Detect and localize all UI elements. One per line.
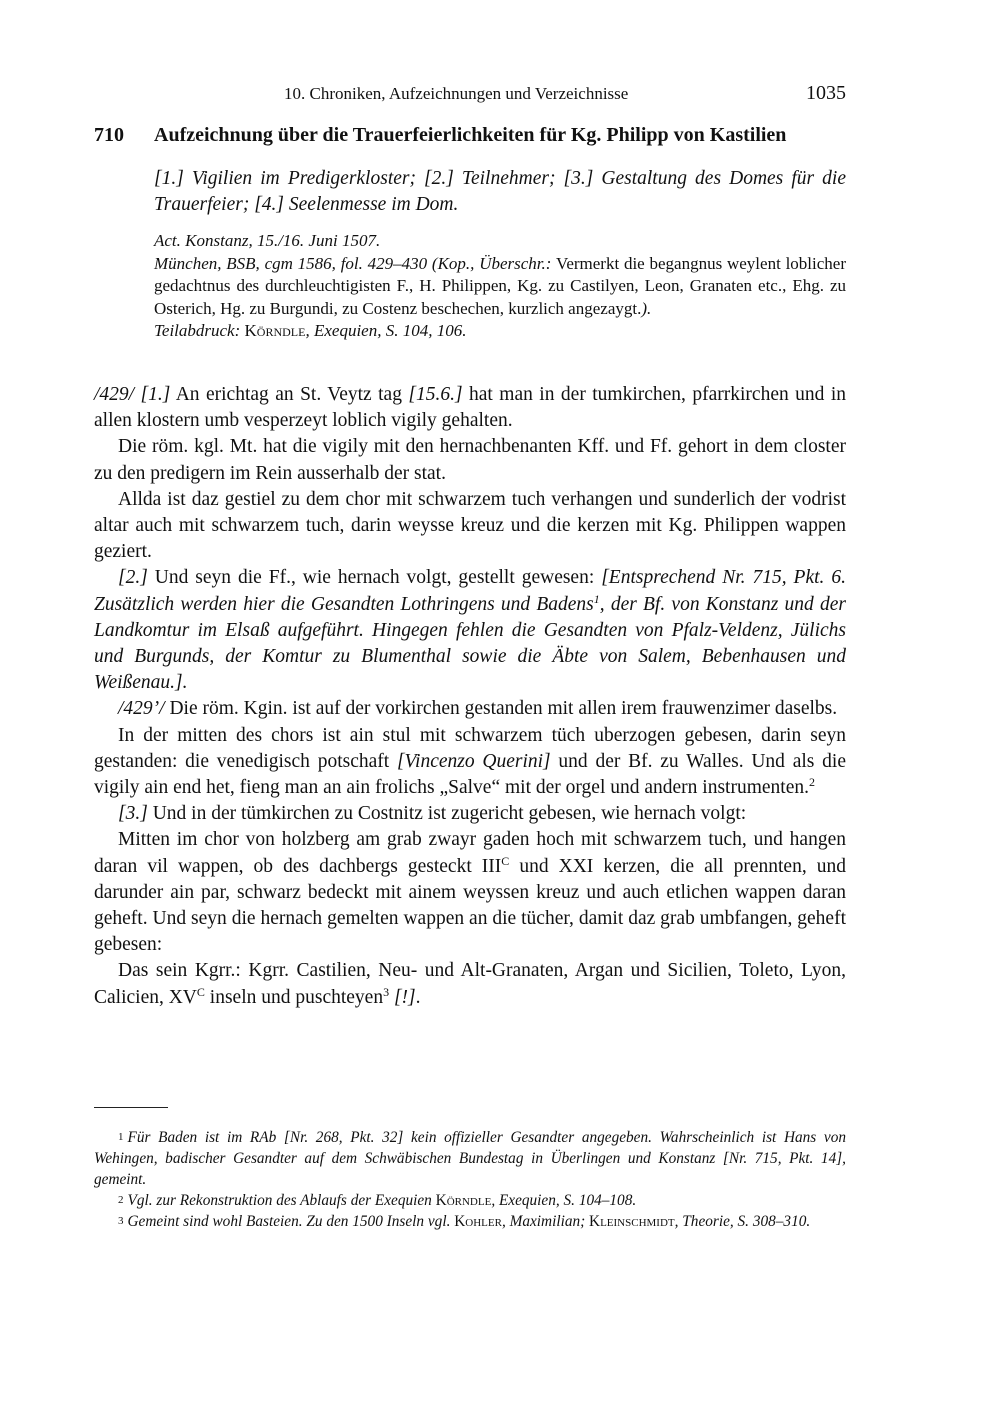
manuscript-close: ). xyxy=(641,298,652,318)
footnote xyxy=(94,1127,846,1190)
paragraph: Allda ist daz gestiel zu dem chor mit schwarzem tuch verhangen und sunderlich der vodrist altar auch mit schwarzem tuch, darin weysse kreuz und die kerzen mit Kg. Philippen wappen geziert. xyxy=(94,488,846,563)
superscript: C xyxy=(196,984,205,999)
footnote xyxy=(94,1190,846,1211)
text-run: Mitten im chor von holzberg am grab zwayr gaden hoch mit schwarzem tuch, und hangen daran vil wappen, ob des dachbergs gesteckt III xyxy=(94,829,846,877)
section-marker: [2.] xyxy=(118,567,148,589)
manuscript-heading-text: Vermerkt die begangnus weylent loblicher gedachtnus des durchleuchtigisten F., H. Philippen, Kg. zu Castilyen, Leon, Granaten etc., Ehg. zu Osterich, Hg. zu Burgundi, zu Costenz beschechen, kurzlich angezaygt. xyxy=(154,253,846,318)
paragraph xyxy=(94,958,846,1010)
partial-print-ref: , Exequien, S. 104, 106. xyxy=(305,321,467,340)
manuscript-line xyxy=(154,253,846,321)
cited-author: Körndle xyxy=(435,1192,492,1209)
partial-print-label: Teilabdruck: xyxy=(154,321,241,340)
footnote-ref[interactable]: 3 xyxy=(383,984,390,999)
text-run: In der mitten des chors ist ain stul mit schwarzem tüch uberzogen gebesen, darin seyn gestanden: die venedigisch potschaft xyxy=(94,724,846,772)
person-annotation: [Vincenzo Querini] xyxy=(396,750,551,772)
text-run: Das sein Kgrr.: Kgrr. Castilien, Neu- und Alt-Granaten, Argan und Sicilien, Toleto, Lyon, Calicien, XV xyxy=(94,960,846,1008)
text-run: und der Bf. zu Walles. Und als die vigily ain end het, fieng man an ain frolichs „Salve“ mit der orgel und andern instrumenten. xyxy=(94,750,846,799)
footnote-ref[interactable]: 1 xyxy=(593,591,600,606)
text-run: Und in der tümkirchen zu Costnitz ist zugericht gebesen, wie hernach volgt: xyxy=(147,803,747,825)
partial-print-line xyxy=(154,320,846,343)
page-number: 1035 xyxy=(806,82,846,104)
footnote-ref[interactable]: 2 xyxy=(808,775,815,790)
source-apparatus xyxy=(154,230,846,343)
text-run: hat man in der tumkirchen, pfarrkirchen und in allen klostern umb vesperzeyt loblich vigily gehalten. xyxy=(94,384,847,432)
footnote-number: 2 xyxy=(118,1194,124,1206)
editorial-note: [Entsprechend Nr. 715, Pkt. 6. Zusätzlich werden hier die Gesandten Lothringens und Badens xyxy=(94,567,846,615)
cited-author: Kohler xyxy=(454,1213,502,1230)
footnote-number: 1 xyxy=(118,1131,124,1143)
dating-line: Act. Konstanz, 15./16. Juni 1507. xyxy=(154,231,381,250)
partial-print-author: Körndle xyxy=(244,321,306,340)
footnote-rule xyxy=(94,1107,168,1108)
section-marker: [3.] xyxy=(118,803,148,825)
paragraph xyxy=(94,723,846,802)
sic-marker: [!] xyxy=(393,986,416,1008)
manuscript-label: München, BSB, cgm 1586, fol. 429–430 (Kop., Überschr.: xyxy=(154,253,552,273)
text-run: und XXI kerzen, die all prennten, und darunder ain par, schwarz bedeckt mit ainem weyssen kreuz und auch etlichen wappen daran geheft. Und seyn die hernach gemelten wappen an die tücher, damit daz grab umbfangen, geheft gebesen: xyxy=(94,855,847,956)
document-number: 710 xyxy=(94,124,124,146)
paragraph xyxy=(94,801,846,827)
footnotes xyxy=(94,1127,846,1232)
text-run: inseln und puschteyen xyxy=(204,986,384,1008)
paragraph xyxy=(94,565,846,696)
document-title: Aufzeichnung über die Trauerfeierlichkeiten für Kg. Philipp von Kastilien xyxy=(154,124,787,146)
footnote-text: Gemeint sind wohl Basteien. Zu den 1500 Inseln vgl. xyxy=(127,1213,455,1230)
chapter-title: 10. Chroniken, Aufzeichnungen und Verzeichnisse xyxy=(284,84,629,103)
footnote-text: Vgl. zur Rekonstruktion des Ablaufs der Exequien xyxy=(127,1192,436,1209)
date-annotation: [15.6.] xyxy=(408,384,463,405)
text-run: . xyxy=(415,986,421,1008)
folio-marker: /429/ xyxy=(94,384,135,405)
footnote-text: , Exequien, S. 104–108. xyxy=(491,1192,637,1209)
document-heading xyxy=(94,124,846,147)
regest: [1.] Vigilien im Predigerkloster; [2.] Teilnehmer; [3.] Gestaltung des Domes für die Trauerfeier; [4.] Seelenmesse im Dom. xyxy=(154,168,846,215)
text-run: Die röm. Kgin. ist auf der vorkirchen gestanden mit allen irem frauwenzimer daselbs. xyxy=(164,698,838,720)
paragraph xyxy=(94,382,846,434)
main-text xyxy=(94,382,846,1011)
superscript: C xyxy=(501,853,510,868)
paragraph xyxy=(94,696,846,722)
editorial-note: , der Bf. von Konstanz und der Landkomtur im Elsaß aufgeführt. Hingegen fehlen die Gesandten von Pfalz-Veldenz, Jülichs und Burgunds, der Komtur zu Blumenthal sowie die Äbte von Salem, Bebenhausen und Weißenau.]. xyxy=(94,593,846,694)
section-marker: [1.] xyxy=(140,384,171,405)
footnote-number: 3 xyxy=(118,1215,124,1227)
paragraph: Die röm. kgl. Mt. hat die vigily mit den hernachbenanten Kff. und Ff. gehort in dem closter zu den predigern im Rein ausserhalb der stat. xyxy=(94,436,846,484)
footnote-text: , Maximilian; xyxy=(501,1213,590,1230)
paragraph xyxy=(94,827,846,958)
text-run: Und seyn die Ff., wie hernach volgt, gestellt gewesen: xyxy=(147,567,602,589)
cited-author: Kleinschmidt xyxy=(589,1213,675,1230)
footnote-text: , Theorie, S. 308–310. xyxy=(674,1213,811,1230)
footnote xyxy=(94,1211,846,1232)
text-run: An erichtag an St. Veytz tag xyxy=(170,384,409,405)
folio-marker: /429’/ xyxy=(118,698,165,720)
footnote-text: Für Baden ist im RAb [Nr. 268, Pkt. 32] kein offizieller Gesandter angegeben. Wahrscheinlich ist Hans von Wehingen, badischer Gesandter auf dem Schwäbischen Bundestag in Überlingen und Konstanz [Nr. 715, Pkt. 14], gemeint. xyxy=(94,1129,846,1188)
